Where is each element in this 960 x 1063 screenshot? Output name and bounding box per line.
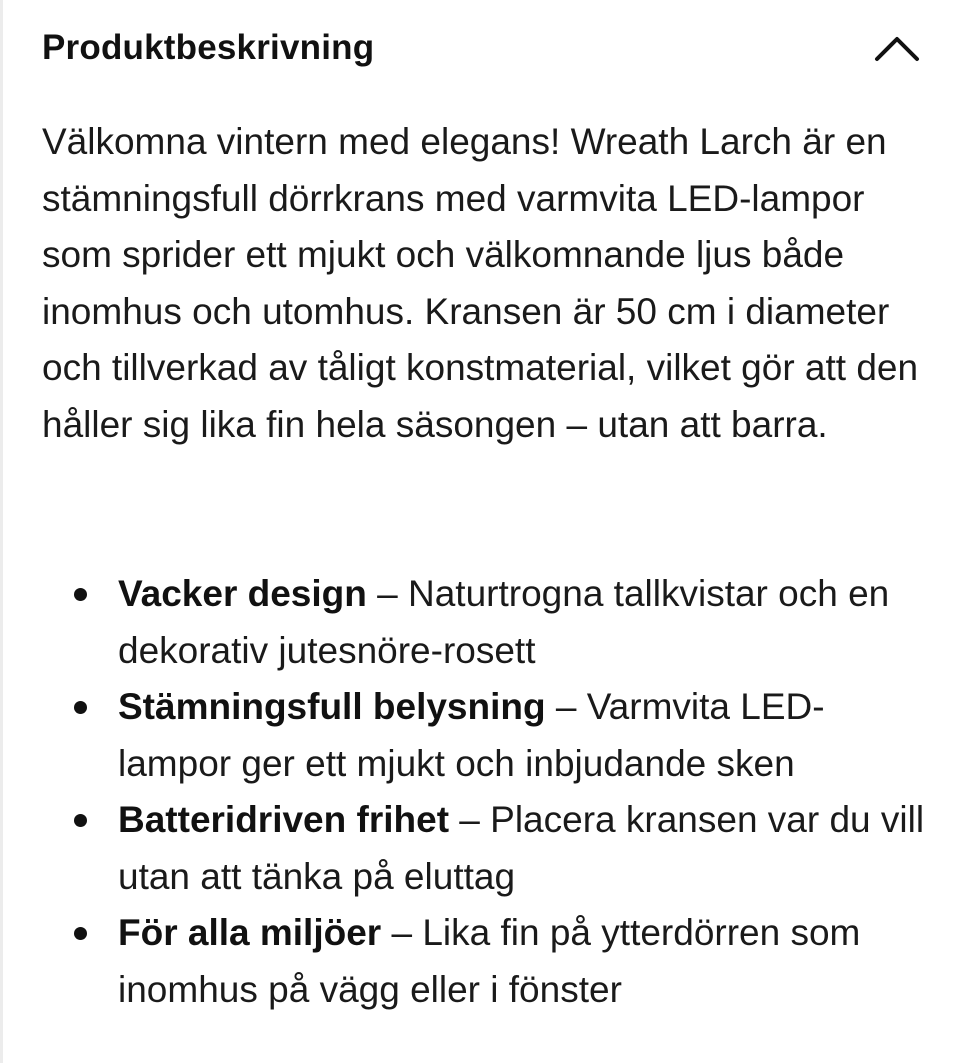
feature-item bbox=[42, 566, 932, 679]
feature-list bbox=[42, 566, 932, 1018]
feature-text: – Placera kransen var du vill utan att tänka på eluttag bbox=[118, 799, 925, 897]
accordion-header[interactable] bbox=[42, 18, 920, 78]
bullet-icon bbox=[74, 814, 87, 827]
feature-title: Vacker design bbox=[118, 573, 367, 614]
feature-item bbox=[42, 679, 932, 792]
feature-item bbox=[42, 905, 932, 1018]
product-description: Välkomna vintern med elegans! Wreath Larch är en stämningsfull dörrkrans med varmvita LED-lampor som sprider ett mjukt och välkomnande ljus både inomhus och utomhus. Kransen är 50 cm i diameter och tillverkad av tåligt konstmaterial, vilket gör att den håller sig lika fin hela säsongen – utan att barra. bbox=[42, 121, 919, 445]
chevron-up-icon[interactable] bbox=[874, 33, 920, 63]
feature-text: – Varmvita LED-lampor ger ett mjukt och inbjudande sken bbox=[118, 686, 825, 784]
feature-text: – Naturtrogna tallkvistar och en dekorativ jutesnöre-rosett bbox=[118, 573, 890, 671]
feature-item bbox=[42, 792, 932, 905]
feature-title: För alla miljöer bbox=[118, 912, 382, 953]
feature-title: Batteridriven frihet bbox=[118, 799, 450, 840]
feature-title: Stämningsfull belysning bbox=[118, 686, 546, 727]
bullet-icon bbox=[74, 927, 87, 940]
section-title: Produktbeskrivning bbox=[42, 28, 375, 67]
bullet-icon bbox=[74, 701, 87, 714]
bullet-icon bbox=[74, 588, 87, 601]
feature-text: – Lika fin på ytterdörren som inomhus på vägg eller i fönster bbox=[118, 912, 861, 1010]
left-border bbox=[0, 0, 3, 1063]
